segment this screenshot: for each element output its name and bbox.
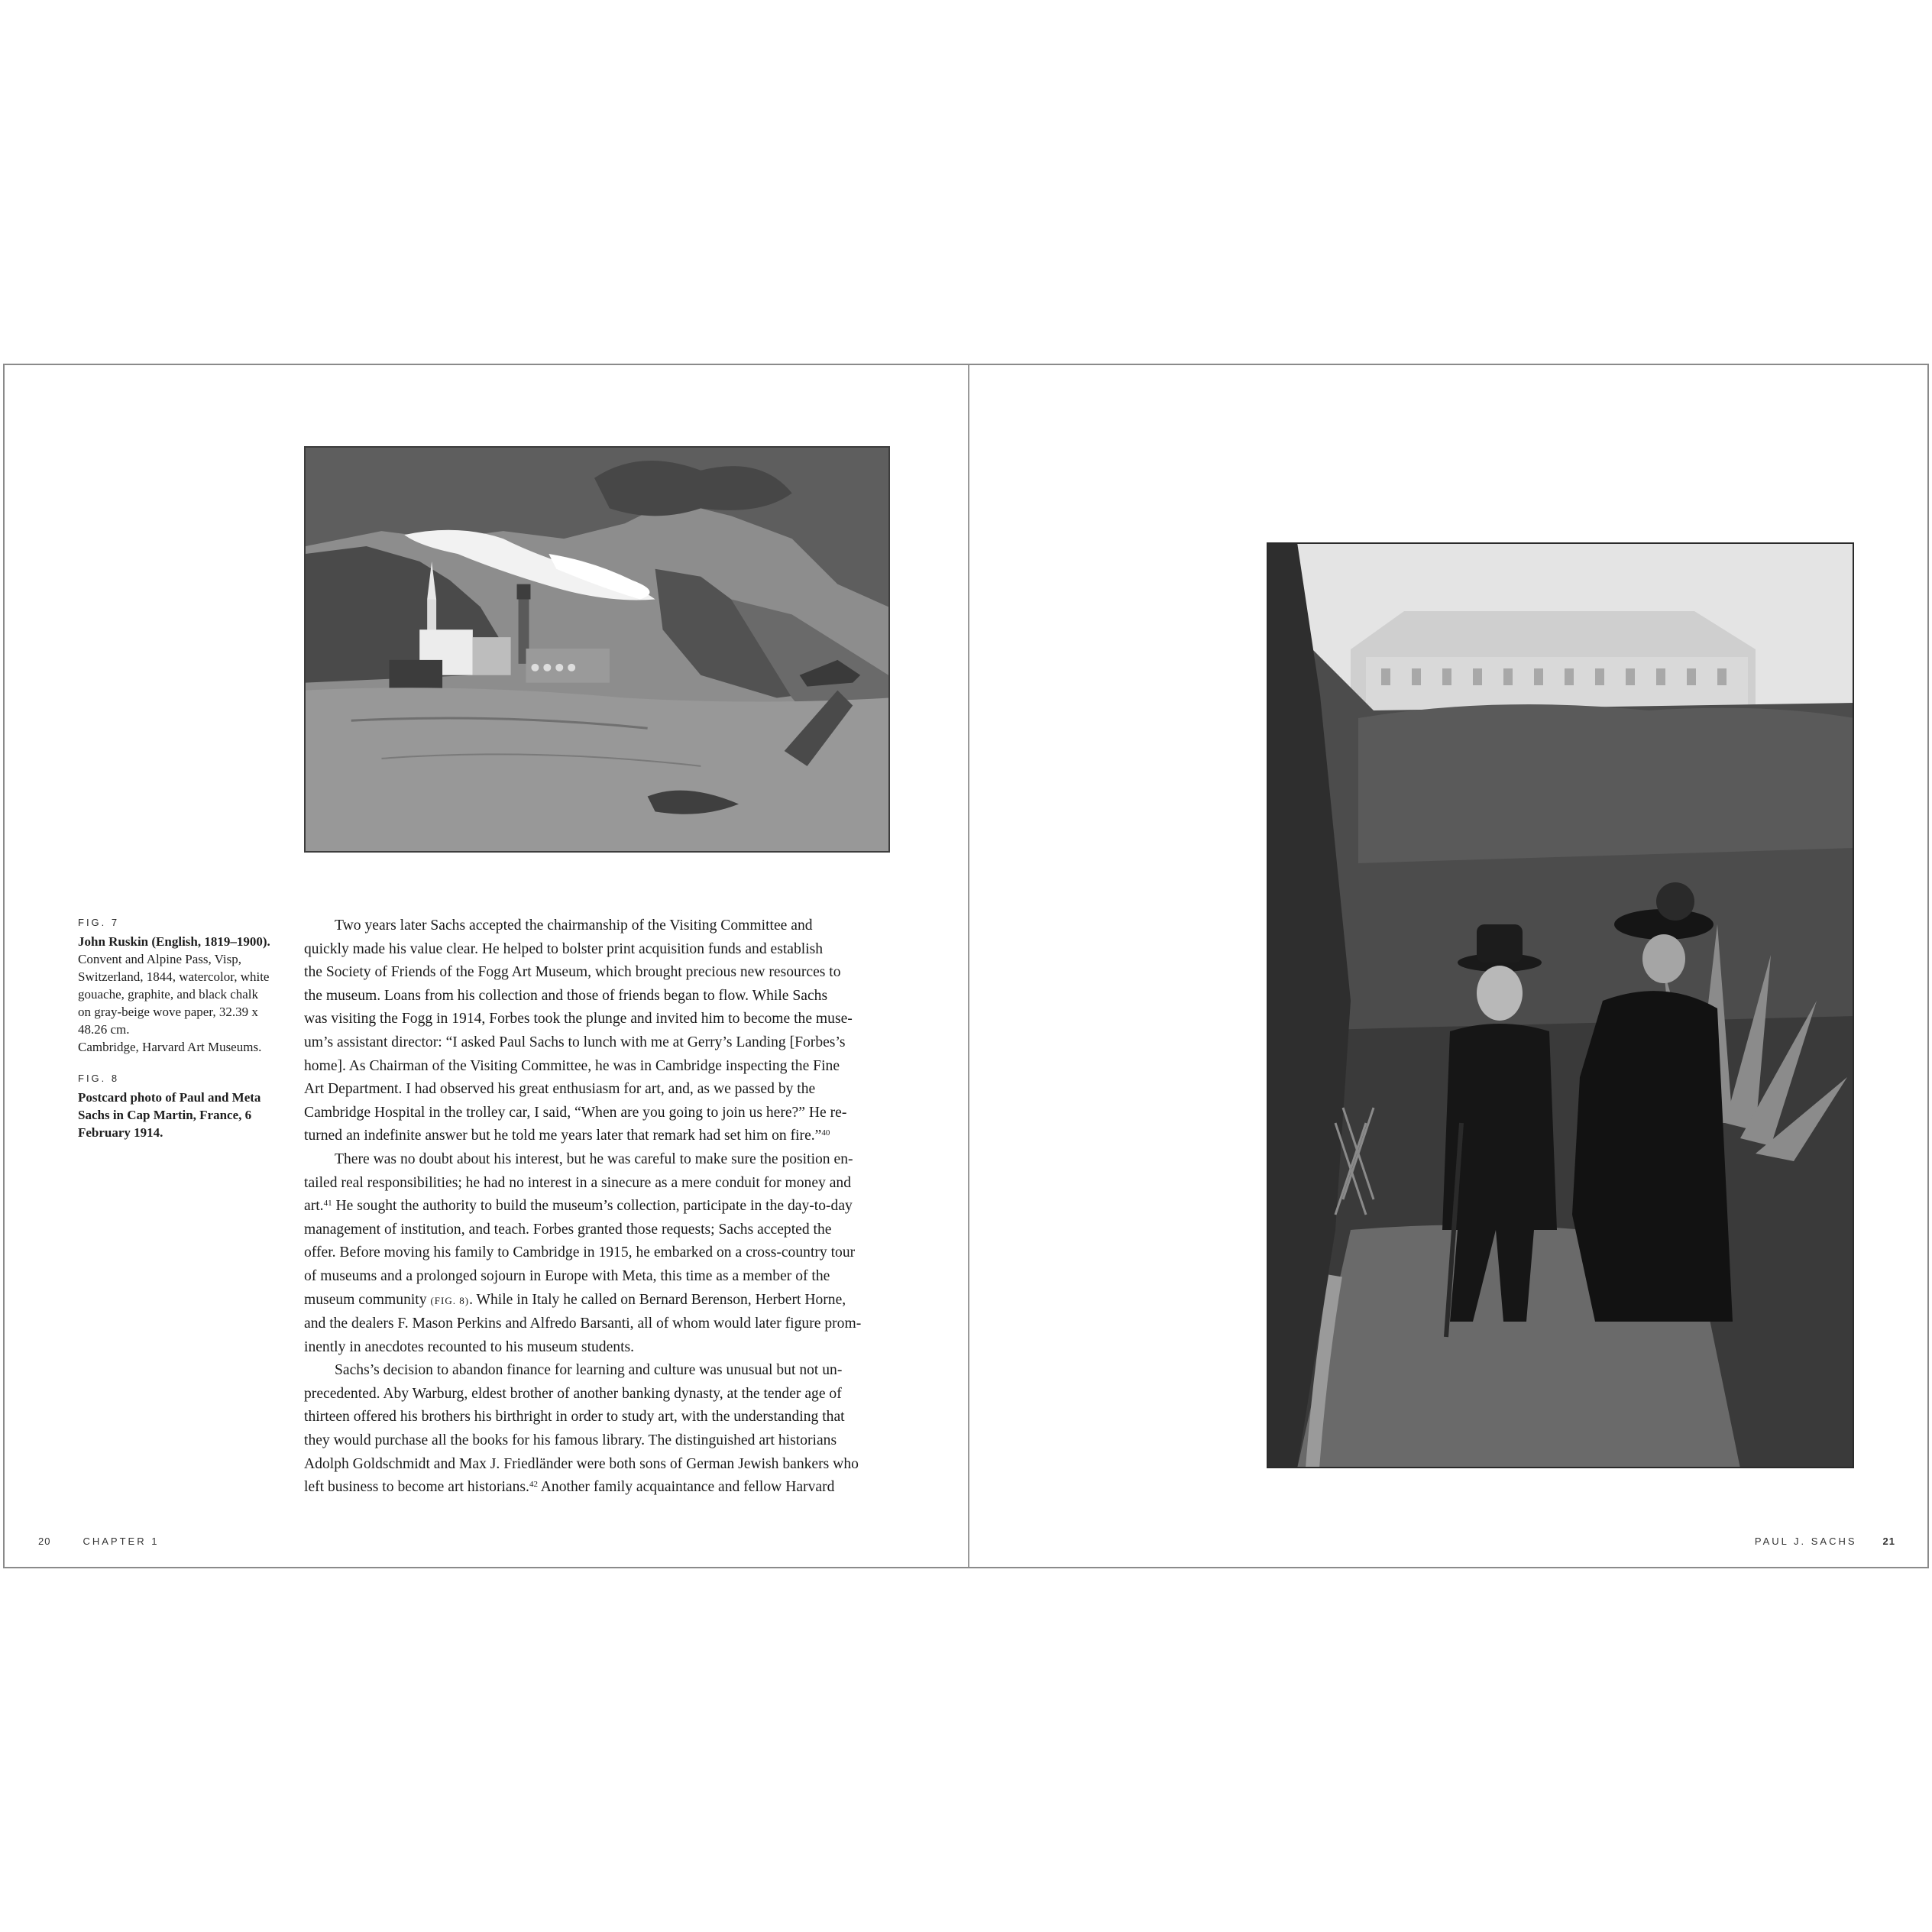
page-number-left: 20 xyxy=(38,1536,51,1547)
caption-line: gouache, graphite, and black chalk xyxy=(78,987,259,1002)
body-line: tailed real responsibilities; he had no interest in a sinecure as a mere conduit for money and xyxy=(304,1174,852,1191)
body-line: management of institution, and teach. Forbes granted those requests; Sachs accepted the xyxy=(304,1221,832,1238)
figure-8-label: FIG. 8 xyxy=(78,1073,120,1084)
body-line-text: turned an indefinite answer but he told me years later that remark had set him on fire.” xyxy=(304,1128,822,1144)
note-ref: 41 xyxy=(323,1199,332,1209)
body-line-text: Another family acquaintance and fellow Harvard xyxy=(537,1479,835,1496)
body-line: precedented. Aby Warburg, eldest brother of another banking dynasty, at the tender age of xyxy=(304,1385,842,1402)
figure-7-title: John Ruskin (English, 1819–1900). xyxy=(78,934,270,949)
body-line: of museums and a prolonged sojourn in Europe with Meta, this time as a member of the xyxy=(304,1267,830,1284)
folio-left xyxy=(38,1536,159,1547)
body-line: There was no doubt about his interest, but he was careful to make sure the position en- xyxy=(335,1150,853,1167)
body-line: inently in anecdotes recounted to his museum students. xyxy=(304,1338,635,1355)
note-ref: 40 xyxy=(821,1128,830,1138)
running-head-right: PAUL J. SACHS xyxy=(1754,1536,1857,1547)
body-line-text: museum community xyxy=(304,1291,431,1308)
body-line: they would purchase all the books for his famous library. The distinguished art historians xyxy=(304,1432,837,1449)
caption-line: 48.26 cm. xyxy=(78,1022,130,1037)
caption-line: Convent and Alpine Pass, Visp, xyxy=(78,952,242,966)
body-line-text: left business to become art historians. xyxy=(304,1479,529,1496)
body-line xyxy=(304,1195,892,1218)
note-ref: 42 xyxy=(529,1480,538,1490)
figure-7-label: FIG. 7 xyxy=(78,917,120,928)
body-line: Sachs’s decision to abandon finance for learning and culture was unusual but not un- xyxy=(335,1362,843,1379)
body-line-text: He sought the authority to build the museum’s collection, participate in the day-to-day xyxy=(332,1198,853,1215)
body-line: Art Department. I had observed his great enthusiasm for art, and, as we passed by the xyxy=(304,1081,816,1098)
body-line xyxy=(304,1476,892,1500)
page-gutter xyxy=(968,365,969,1567)
body-line xyxy=(304,1125,892,1148)
running-head-left: CHAPTER 1 xyxy=(83,1536,160,1547)
caption-line: Cambridge, Harvard Art Museums. xyxy=(78,1040,262,1054)
body-line: quickly made his value clear. He helped to bolster print acquisition funds and establish xyxy=(304,940,824,957)
caption-line: Switzerland, 1844, watercolor, white xyxy=(78,969,270,984)
body-line: and the dealers F. Mason Perkins and Alfredo Barsanti, all of whom would later figure prom- xyxy=(304,1316,862,1332)
body-line: the Society of Friends of the Fogg Art Museum, which brought precious new resources to xyxy=(304,964,841,981)
figure-reference: (FIG. 8) xyxy=(430,1294,470,1306)
body-line: thirteen offered his brothers his birthright in order to study art, with the understanding that xyxy=(304,1409,845,1426)
body-line: um’s assistant director: “I asked Paul Sachs to lunch with me at Gerry’s Landing [Forbes’s xyxy=(304,1034,846,1050)
caption-line: on gray-beige wove paper, 32.39 x xyxy=(78,1005,258,1019)
folio-right xyxy=(1755,1536,1895,1547)
figure-8-postcard-photo xyxy=(1267,542,1854,1468)
caption-line: Sachs in Cap Martin, France, 6 xyxy=(78,1108,252,1122)
figure-7-ruskin-drawing xyxy=(304,446,890,853)
body-line: the museum. Loans from his collection and those of friends began to flow. While Sachs xyxy=(304,987,828,1004)
body-line: offer. Before moving his family to Cambridge in 1915, he embarked on a cross-country tour xyxy=(304,1244,856,1261)
body-line: was visiting the Fogg in 1914, Forbes took the plunge and invited him to become the muse- xyxy=(304,1011,853,1027)
body-line: Cambridge Hospital in the trolley car, I said, “When are you going to join us here?” He re- xyxy=(304,1104,847,1121)
body-text xyxy=(304,914,892,1500)
caption-line: Postcard photo of Paul and Meta xyxy=(78,1090,261,1105)
body-line-text: . While in Italy he called on Bernard Berenson, Herbert Horne, xyxy=(469,1291,846,1308)
body-line xyxy=(304,1289,892,1313)
body-line: Adolph Goldschmidt and Max J. Friedländer were both sons of German Jewish bankers who xyxy=(304,1455,859,1472)
body-line: Two years later Sachs accepted the chairmanship of the Visiting Committee and xyxy=(335,917,813,934)
figure-7-caption xyxy=(78,933,277,1056)
figure-captions xyxy=(78,917,277,1141)
body-line: home]. As Chairman of the Visiting Committee, he was in Cambridge inspecting the Fine xyxy=(304,1057,840,1074)
caption-line: February 1914. xyxy=(78,1125,163,1140)
page-number-right: 21 xyxy=(1882,1536,1895,1547)
body-line-text: art. xyxy=(304,1198,324,1215)
figure-8-caption xyxy=(78,1089,277,1141)
